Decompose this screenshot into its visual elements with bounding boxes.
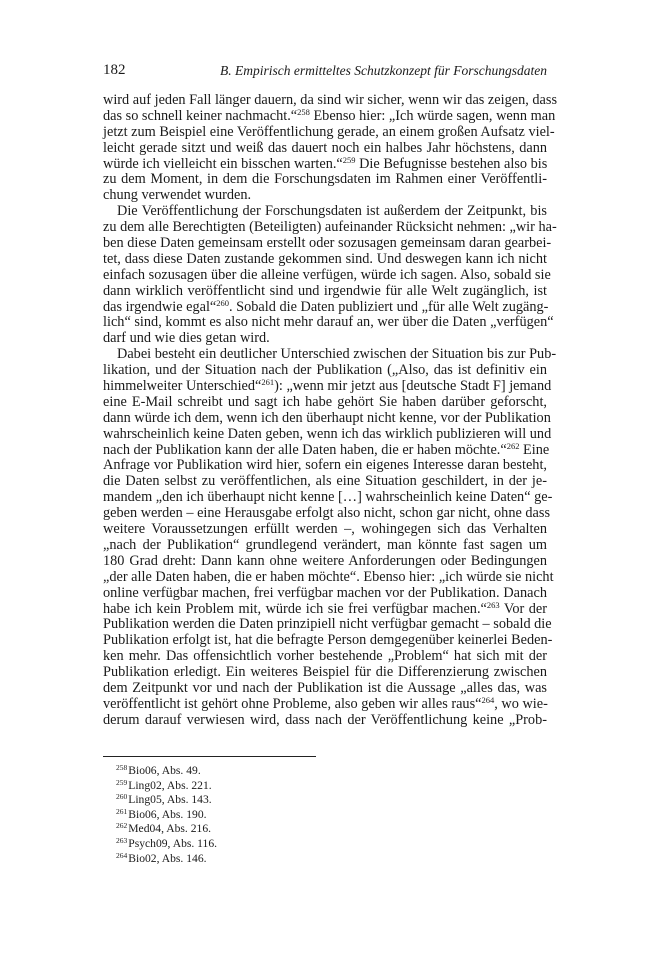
footnote-text: Med04, Abs. 216. — [128, 822, 212, 836]
text-run: das so schnell keiner nachmacht.“ — [103, 107, 298, 124]
text-line — [103, 505, 551, 522]
text-run: 180 Grad dreht: Dann kann ohne weitere Anforderungen oder Bedingungen — [103, 552, 547, 569]
text-run: dann würde ich dem, wenn ich den überhaupt nicht kenne, vor der Publikation — [103, 409, 551, 426]
text-line — [103, 284, 547, 300]
text-run: „nach der Publikation“ grundlegend verändert, man könnte fast sagen um — [103, 536, 547, 553]
footnote — [116, 793, 217, 808]
text-run: die Daten selbst zu veröffentlichen, als eine Situation geschildert, in der je- — [103, 473, 547, 490]
text-line — [103, 474, 547, 490]
text-run: , wo wie- — [494, 695, 548, 712]
text-run: . Sobald die Daten publiziert und „für alle Welt zugäng- — [229, 298, 549, 315]
footnote — [116, 808, 217, 823]
text-line — [103, 681, 547, 697]
text-run: likation, und der Situation nach der Publikation („Also, das ist definitiv ein — [103, 362, 547, 379]
text-line — [103, 92, 558, 109]
text-run: Eine — [519, 441, 550, 458]
footnote-text: Psych09, Abs. 116. — [128, 836, 218, 850]
footnote-number: 261 — [116, 806, 128, 816]
text-run: einfach sozusagen über die alleine verfügen, würde ich sagen. Also, sobald sie — [103, 266, 551, 283]
text-line — [103, 219, 557, 236]
text-line — [103, 331, 547, 347]
text-line — [103, 363, 547, 379]
text-run: eine E-Mail schreibt und sagt ich habe gehört Sie haben darüber geforscht, — [103, 393, 547, 410]
text-run: dem Zeitpunkt vor und nach der Publikation ist die Aussage „alles das, was — [103, 679, 547, 696]
footnote-text: Ling02, Abs. 221. — [128, 778, 212, 792]
page-header — [103, 62, 547, 82]
text-run: Vor der — [499, 600, 547, 617]
text-run: habe ich kein Problem mit, würde ich sie frei verfügbar machen.“ — [103, 600, 487, 617]
footnote-number: 264 — [116, 850, 128, 860]
footnote — [116, 852, 217, 867]
text-run: „der alle Daten haben, die er haben möchte“. Ebenso hier: „ich würde sie nicht — [103, 568, 554, 585]
text-run: lich“ sind, kommt es also nicht mehr darauf an, wer über die Daten „verfügen“ — [103, 314, 554, 331]
footnote-text: Bio06, Abs. 190. — [128, 807, 207, 821]
text-run: dann wirklich veröffentlicht sind und irgendwie für alle Welt zugänglich, ist — [103, 282, 547, 299]
text-line — [103, 252, 547, 268]
text-line — [103, 599, 547, 618]
text-line — [103, 154, 548, 173]
text-run: online verfügbar machen, frei verfügbar machen vor der Publikation. Danach — [103, 584, 547, 601]
footnote-number: 260 — [116, 792, 128, 802]
text-line — [103, 409, 551, 427]
text-line — [103, 172, 547, 188]
text-line — [103, 235, 552, 252]
text-line — [103, 440, 550, 459]
text-run: zu dem Moment, in dem die Forschungsdaten im Rahmen einer Veröffentli- — [103, 171, 547, 188]
text-run: darf und wie dies getan wird. — [103, 330, 270, 347]
footnote-number: 262 — [116, 821, 128, 831]
footnote-text: Bio06, Abs. 49. — [128, 764, 201, 777]
text-line — [103, 554, 547, 570]
text-line — [103, 395, 547, 411]
running-title: B. Empirisch ermitteltes Schutzkonzept für Forschungsdaten — [220, 63, 547, 78]
text-run: ): „wenn mir jetzt aus [deutsche Stadt F] jemand — [274, 378, 552, 395]
footnote-ref[interactable]: 261 — [261, 377, 275, 388]
footnote-text: Bio02, Abs. 146. — [128, 851, 207, 865]
text-line — [103, 266, 551, 284]
text-run: derum darauf verwiesen wird, dass nach der Veröffentlichung keine „Prob- — [103, 711, 547, 728]
text-run: wird auf jeden Fall länger dauern, da sind wir sicher, wenn wir das zeigen, dass — [103, 92, 558, 108]
text-run: Anfrage vor Publikation wird hier, sofern ein eigenes Interesse daran besteht, — [103, 457, 547, 474]
text-run: Ebenso hier: „Ich würde sagen, wenn man — [309, 107, 556, 124]
text-line — [103, 694, 548, 713]
text-line — [103, 522, 547, 538]
text-line — [103, 568, 554, 586]
text-run: Die Veröffentlichung der Forschungsdaten ist außerdem der Zeitpunkt, bis — [117, 203, 547, 220]
text-run: zu dem alle Berechtigten (Beteiligten) aufeinander Rücksicht nehmen: „wir ha- — [103, 219, 557, 236]
footnote-number: 258 — [116, 763, 128, 772]
footnote-ref[interactable]: 259 — [342, 154, 356, 165]
text-run: nach der Publikation kann der alle Daten haben, die er haben möchte.“ — [103, 441, 507, 458]
text-run: himmelweiter Unterschied“ — [103, 378, 262, 395]
text-line — [103, 538, 547, 554]
text-line — [103, 297, 549, 316]
text-line — [103, 377, 552, 395]
text-run: jetzt zum Beispiel eine Veröffentlichung gerade, an einem großen Aufsatz viel- — [103, 123, 555, 140]
text-line — [103, 713, 547, 729]
text-line — [103, 141, 547, 157]
footnote-ref[interactable]: 260 — [216, 297, 230, 308]
text-line — [103, 632, 553, 649]
footnote-ref[interactable]: 262 — [506, 440, 520, 451]
text-line — [103, 458, 547, 474]
footnote — [116, 764, 217, 779]
text-line — [103, 106, 556, 125]
footnote-number: 263 — [116, 835, 128, 845]
text-run: Publikation erfolgt ist, hat die befragte Person demgegenüber keinerlei Beden- — [103, 632, 553, 649]
text-run: Dabei besteht ein deutlicher Unterschied zwischen der Situation bis zur Pub- — [117, 346, 557, 363]
text-line — [103, 123, 555, 141]
text-line — [103, 204, 547, 220]
footnotes — [116, 764, 217, 866]
text-line — [103, 425, 552, 443]
text-run: Publikation erledigt. Ein weiteres Beispiel für die Differenzierung zwischen — [103, 664, 547, 681]
text-run: Die Befugnisse bestehen also bis — [355, 155, 548, 172]
text-run: tet, dass diese Daten zustande gekommen sind. Und deswegen kann ich nicht — [103, 250, 547, 267]
text-line — [103, 665, 547, 681]
text-run: geben werden – eine Herausgabe erfolgt also nicht, schon gar nicht, ohne dass — [103, 505, 551, 522]
footnote-separator — [103, 756, 316, 757]
footnote-ref[interactable]: 263 — [486, 599, 500, 610]
footnote-text: Ling05, Abs. 143. — [128, 793, 212, 807]
page-number: 182 — [103, 62, 126, 78]
footnote-number: 259 — [116, 777, 128, 787]
footnote-ref[interactable]: 258 — [297, 106, 310, 117]
text-line — [103, 188, 547, 204]
text-line — [103, 489, 553, 506]
text-line — [103, 314, 554, 331]
text-run: weitere Voraussetzungen erfüllt werden –, wohingegen sich das Verhalten — [103, 521, 547, 538]
text-run: veröffentlicht ist gehört ohne Probleme, also geben wir alles raus“ — [103, 695, 482, 712]
text-run: ben diese Daten gemeinsam erstellt oder sozusagen gemeinsam daran gearbei- — [103, 235, 552, 252]
text-line — [103, 346, 557, 363]
text-run: das irgendwie egal“ — [103, 298, 217, 315]
body-text — [103, 92, 558, 729]
text-run: leicht gerade sitzt und weiß das dauert noch ein halbes Jahr höchstens, dann — [103, 139, 547, 156]
text-line — [103, 586, 547, 602]
text-run: mandem „den ich überhaupt nicht kenne […] wahrscheinlich keine Daten“ ge- — [103, 489, 553, 506]
text-run: würde ich vielleicht ein bisschen warten.“ — [103, 155, 343, 172]
text-run: ken mehr. Das offensichtlich vorher bestehende „Problem“ hat sich mit der — [103, 648, 547, 665]
footnote-ref[interactable]: 264 — [481, 694, 495, 705]
text-run: Publikation werden die Daten prinzipiell nicht verfügbar gemacht – sobald die — [103, 616, 552, 633]
footnote — [116, 837, 217, 852]
text-run: chung verwendet wurden. — [103, 187, 252, 204]
text-line — [103, 649, 547, 665]
footnote — [116, 779, 217, 794]
text-line — [103, 616, 552, 633]
footnote — [116, 822, 217, 837]
text-run: wahrscheinlich keine Daten geben, wenn ich das wirklich publizieren will und — [103, 425, 552, 442]
